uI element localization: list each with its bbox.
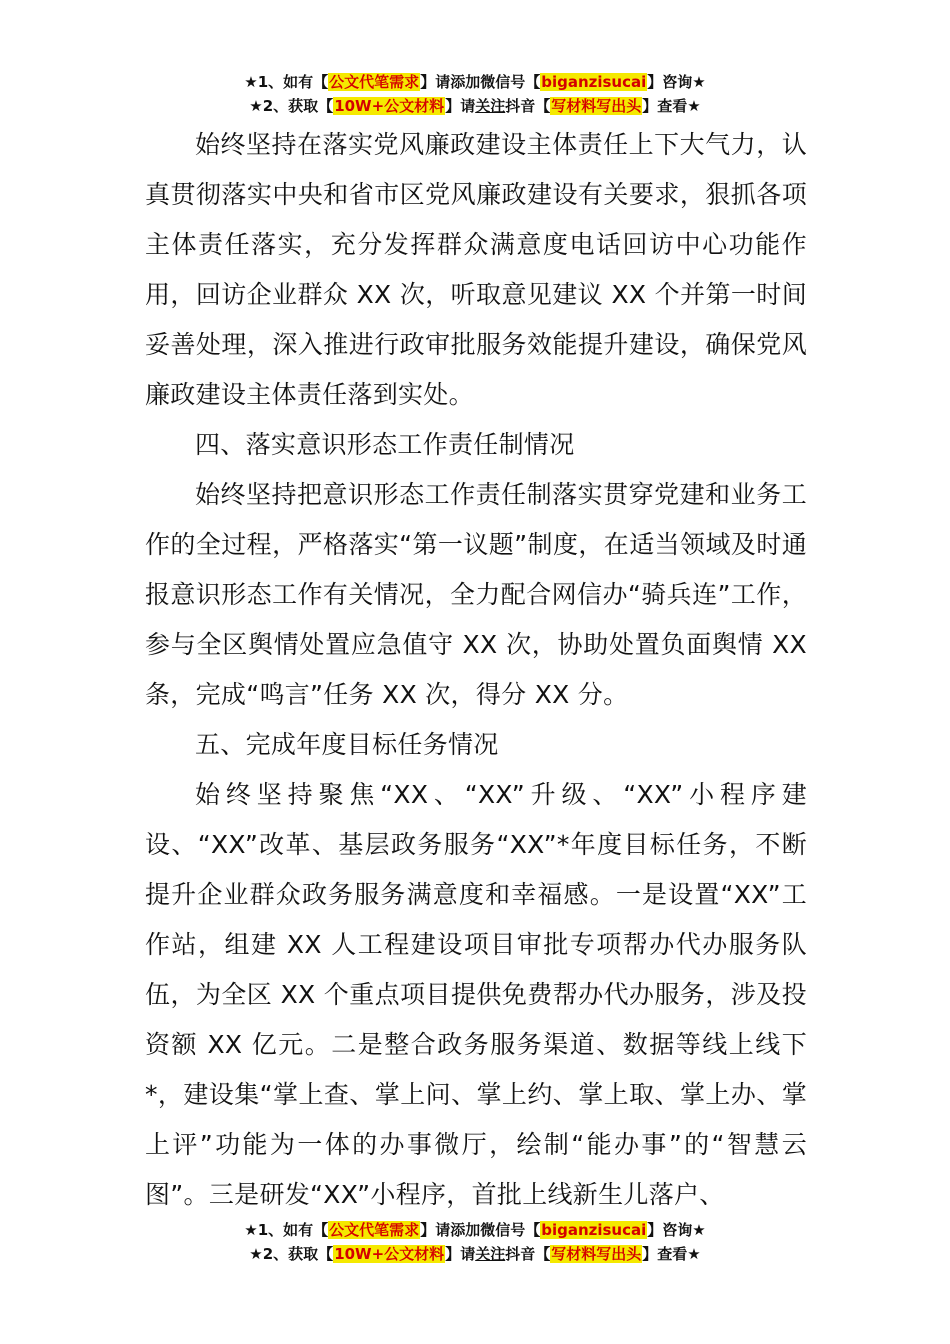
banner-text: 】请 [445,97,476,115]
section-heading: 四、落实意识形态工作责任制情况 [195,430,575,459]
banner-highlight: 10W+公文材料 [334,1245,445,1263]
banner-text: 】查看★ [642,1245,701,1263]
banner-text: ★2、获取【 [249,97,334,115]
banner-highlight: 写材料写出头 [551,97,642,115]
banner-text: 】请添加微信号【 [420,1221,541,1239]
document-body [145,120,807,1220]
banner-text: 】请添加微信号【 [420,73,541,91]
banner-text: 】咨询★ [647,73,706,91]
banner-highlight: 公文代笔需求 [329,1221,420,1239]
banner-highlight: 10W+公文材料 [334,97,445,115]
banner-text: 】咨询★ [647,1221,706,1239]
banner-underlined: 关注 [475,1245,506,1263]
section-heading: 五、完成年度目标任务情况 [195,730,499,759]
paragraph: 始终坚持把意识形态工作责任制落实贯穿党建和业务工作的全过程，严格落实“第一议题”制度，在适当领域及时通报意识形态工作有关情况，全力配合网信办“骑兵连”工作，参与全区舆情处置应急值守 XX 次，协助处置负面舆情 XX 条，完成“鸣言”任务 XX 次，得分 XX 分。 [145,480,807,709]
paragraph: 始终坚持聚焦“XX、“XX”升级、“XX”小程序建设、“XX”改革、基层政务服务“XX”*年度目标任务，不断提升企业群众政务服务满意度和幸福感。一是设置“XX”工作站，组建 XX 人工程建设项目审批专项帮办代办服务队伍，为全区 XX 个重点项目提供免费帮办代办服务，涉及投资额 XX 亿元。二是整合政务服务渠道、数据等线上线下*，建设集“掌上查、掌上问、掌上约、掌上取、掌上办、掌上评”功能为一体的办事微厅，绘制“能办事”的“智慧云图”。三是研发“XX”小程序，首批上线新生儿落户、 [145,780,807,1209]
banner-line-2 [0,1242,950,1266]
banner-text: 】查看★ [642,97,701,115]
banner-highlight: biganzisucai [541,1221,647,1239]
footer-banner [0,1218,950,1266]
banner-text: 抖音【 [505,97,551,115]
banner-highlight: biganzisucai [541,73,647,91]
banner-text: ★1、如有【 [244,73,329,91]
banner-text: 抖音【 [505,1245,551,1263]
header-banner [0,70,950,118]
banner-underlined: 关注 [475,97,506,115]
banner-text: 】请 [445,1245,476,1263]
banner-text: ★1、如有【 [244,1221,329,1239]
paragraph: 始终坚持在落实党风廉政建设主体责任上下大气力，认真贯彻落实中央和省市区党风廉政建设有关要求，狠抓各项主体责任落实，充分发挥群众满意度电话回访中心功能作用，回访企业群众 XX 次，听取意见建议 XX 个并第一时间妥善处理，深入推进行政审批服务效能提升建设，确保党风廉政建设主体责任落到实处。 [145,130,807,409]
banner-line-2 [0,94,950,118]
banner-highlight: 写材料写出头 [551,1245,642,1263]
banner-line-1 [0,1218,950,1242]
banner-highlight: 公文代笔需求 [329,73,420,91]
banner-line-1 [0,70,950,94]
banner-text: ★2、获取【 [249,1245,334,1263]
